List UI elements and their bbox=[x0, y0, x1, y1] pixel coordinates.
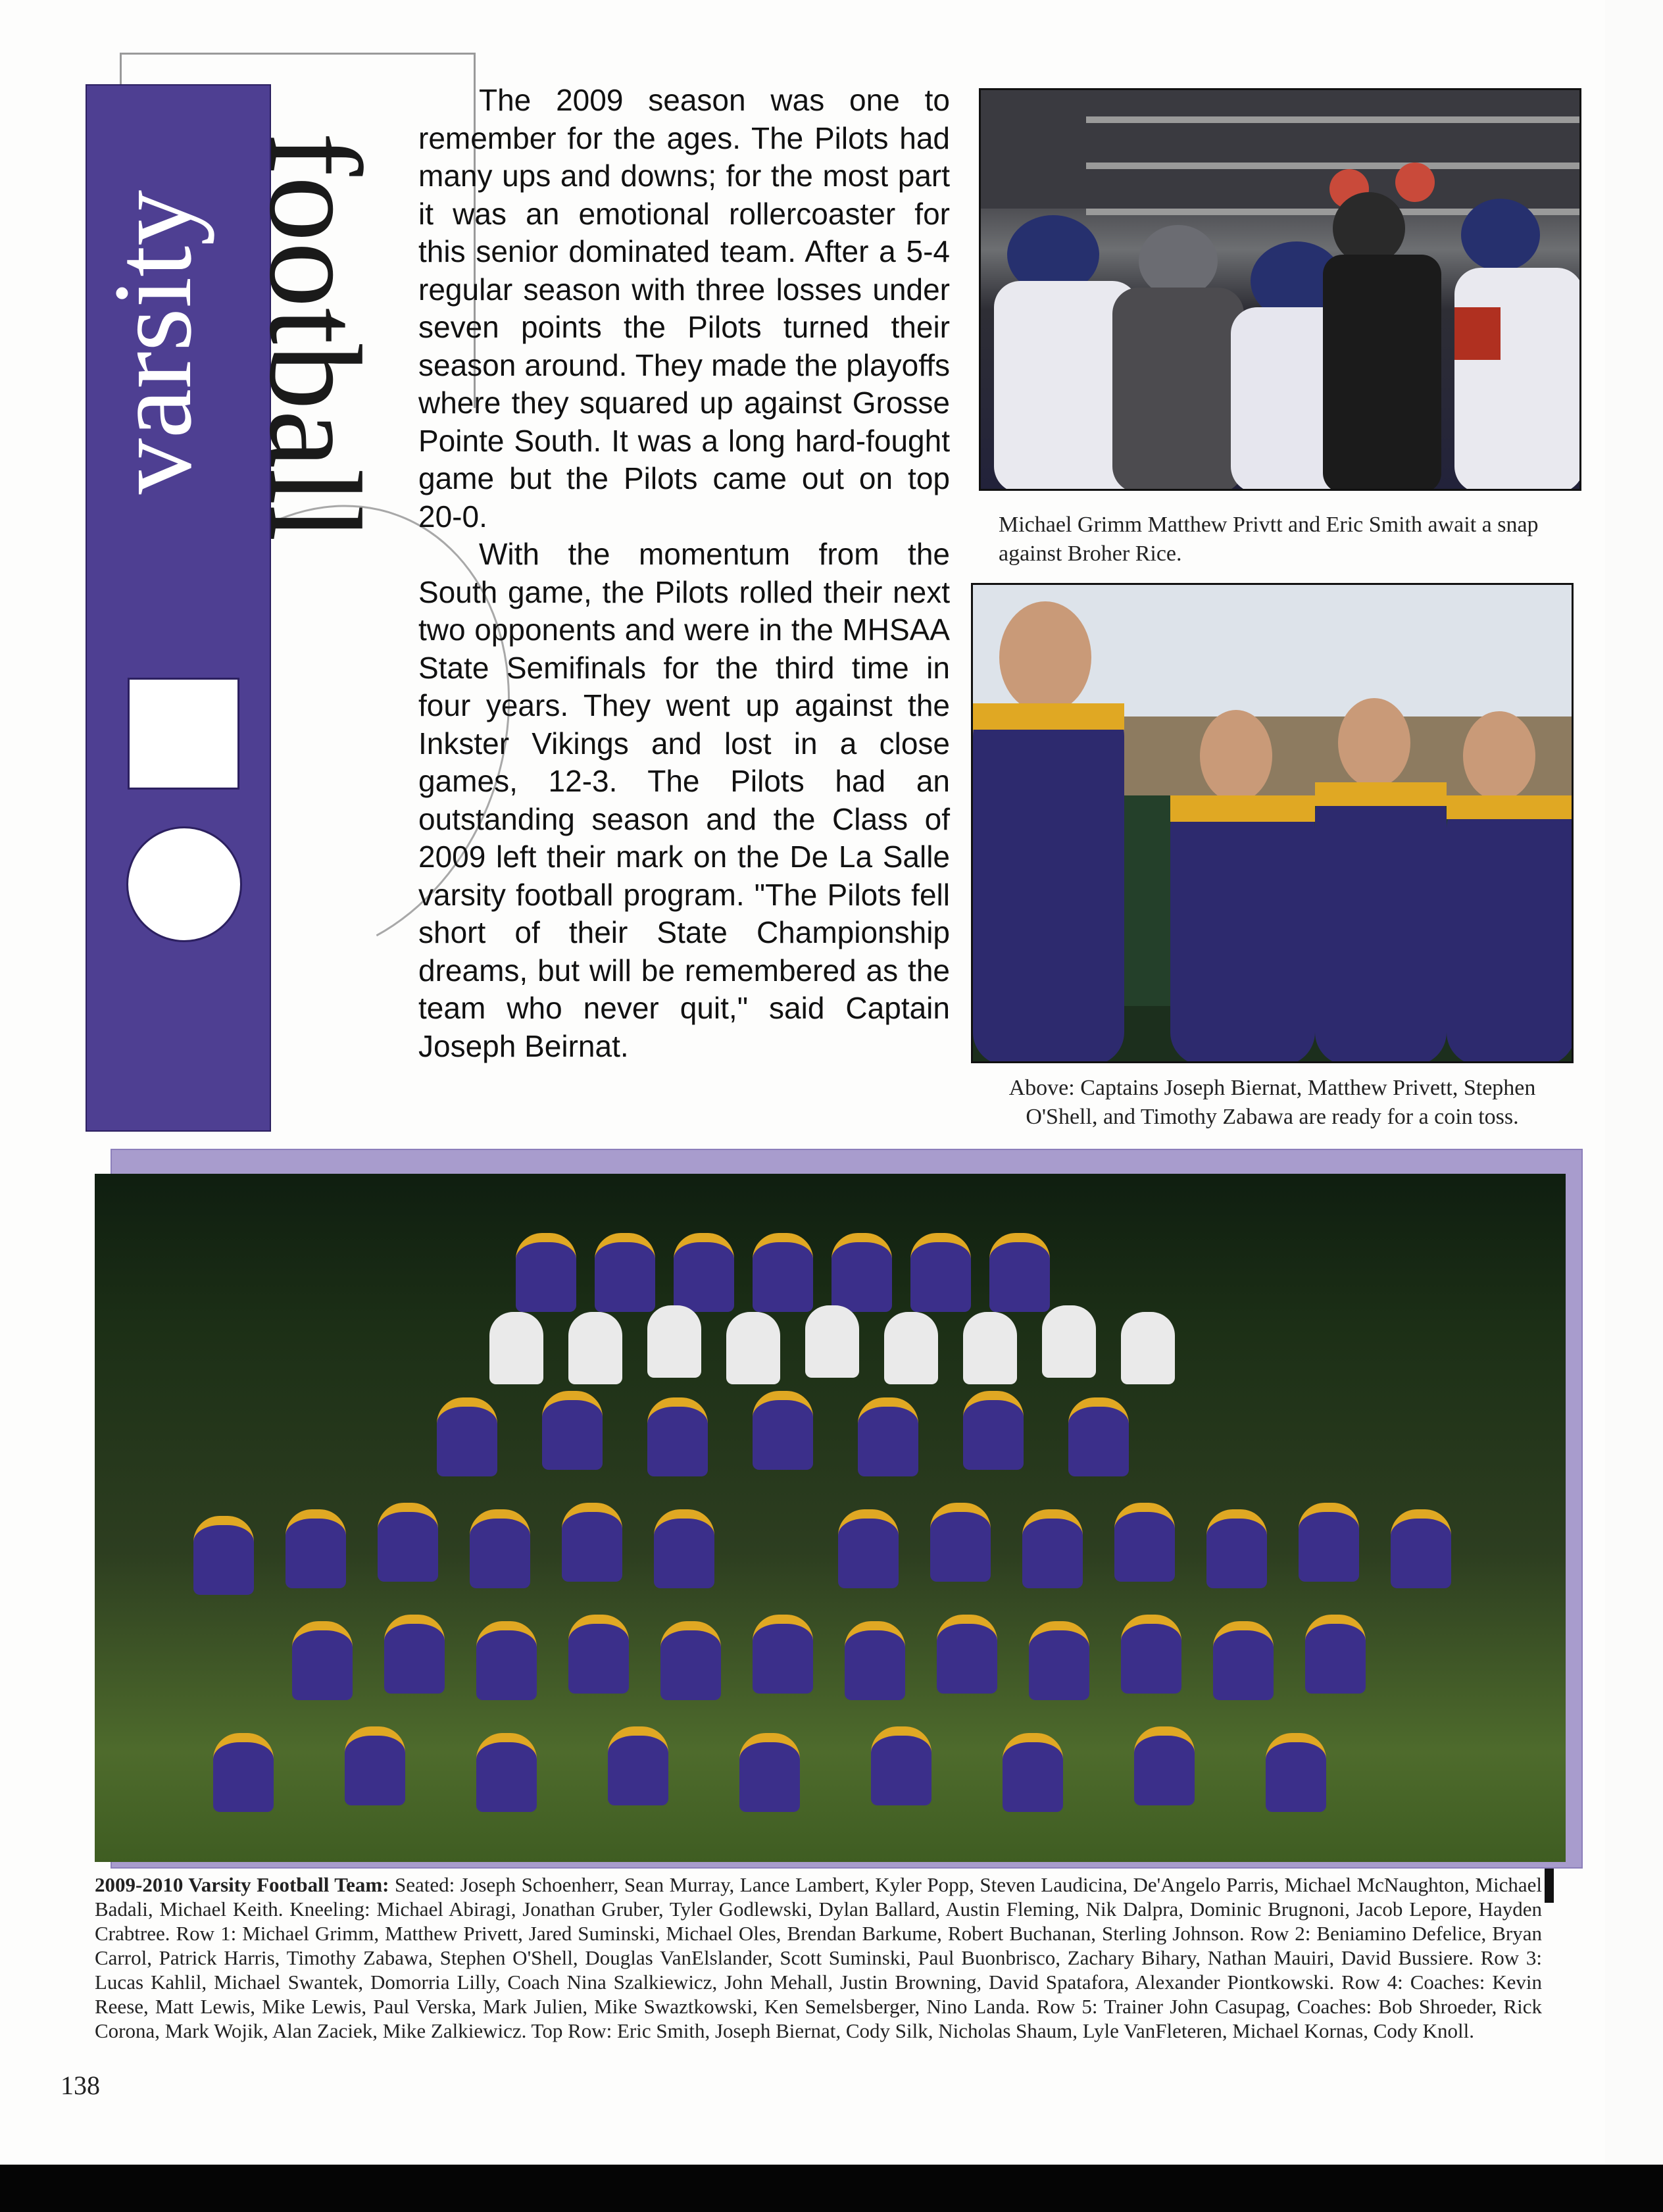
coach-figure bbox=[805, 1305, 859, 1378]
player-figure bbox=[345, 1726, 405, 1805]
captains-photo bbox=[971, 583, 1574, 1063]
player-figure bbox=[1299, 1503, 1359, 1582]
player-figure bbox=[608, 1726, 668, 1805]
player-figure bbox=[1121, 1615, 1181, 1694]
player-figure bbox=[1305, 1615, 1366, 1694]
team-photo-caption bbox=[95, 1873, 1542, 2043]
player-figure bbox=[1134, 1726, 1195, 1805]
player-figure bbox=[470, 1509, 530, 1588]
photo-2-caption: Above: Captains Joseph Biernat, Matthew Privett, Stephen O'Shell, and Timothy Zabawa are ready for a coin toss. bbox=[1008, 1076, 1536, 1129]
coach-figure bbox=[963, 1312, 1017, 1384]
scan-edge bbox=[1605, 0, 1663, 2165]
circle-ornament bbox=[126, 826, 242, 942]
player-figure bbox=[1114, 1503, 1175, 1582]
decor-line-top bbox=[120, 53, 475, 55]
coach-figure bbox=[1042, 1305, 1096, 1378]
player-figure bbox=[838, 1509, 899, 1588]
caption-marker bbox=[1545, 1869, 1554, 1903]
player-figure bbox=[1029, 1621, 1089, 1700]
player-figure bbox=[1206, 1509, 1267, 1588]
page-number: 138 bbox=[61, 2071, 100, 2100]
player-figure bbox=[516, 1233, 576, 1312]
story-text bbox=[418, 82, 950, 1065]
coach-figure bbox=[647, 1305, 701, 1378]
team-caption-lead: 2009-2010 Varsity Football Team: bbox=[95, 1873, 389, 1896]
photo-1-caption: Michael Grimm Matthew Privtt and Eric Smith await a snap against Broher Rice. bbox=[999, 513, 1539, 566]
player-figure bbox=[1213, 1621, 1274, 1700]
coach-figure bbox=[726, 1312, 780, 1384]
player-figure bbox=[595, 1233, 655, 1312]
player-figure bbox=[378, 1503, 438, 1582]
game-action-illustration bbox=[981, 90, 1581, 491]
player-figure bbox=[832, 1233, 892, 1312]
player-figure bbox=[871, 1726, 931, 1805]
player-figure bbox=[213, 1733, 274, 1812]
title-word-varsity: varsity bbox=[91, 189, 214, 495]
player-figure bbox=[384, 1615, 445, 1694]
player-figure bbox=[963, 1391, 1024, 1470]
story-paragraph: With the momentum from the South game, the Pilots rolled their next two opponents and were in the MHSAA State Semifinals for the third time in four years. They went up against the Inkster Vikings and lost in a close games, 12-3. The Pilots had an outstanding season and the Class of 2009 left their mark on the De La Salle varsity football program. "The Pilots fell short of their State Championship dreams, but will be remembered as the team who never quit," said Captain Joseph Beirnat. bbox=[418, 537, 950, 1063]
player-figure bbox=[845, 1621, 905, 1700]
coach-figure bbox=[568, 1312, 622, 1384]
player-figure bbox=[1003, 1733, 1063, 1812]
player-figure bbox=[753, 1391, 813, 1470]
player-figure bbox=[753, 1233, 813, 1312]
player-figure bbox=[647, 1397, 708, 1476]
game-action-photo bbox=[979, 88, 1581, 491]
player-figure bbox=[285, 1509, 346, 1588]
player-figure bbox=[437, 1397, 497, 1476]
player-figure bbox=[476, 1733, 537, 1812]
decor-line-left bbox=[120, 53, 122, 84]
coach-figure bbox=[884, 1312, 938, 1384]
coach-figure bbox=[1121, 1312, 1175, 1384]
player-figure bbox=[660, 1621, 721, 1700]
player-figure bbox=[193, 1516, 254, 1595]
story-paragraph: The 2009 season was one to remember for the ages. The Pilots had many ups and downs; for the most part it was an emotional rollercoaster for this senior dominated team. After a 5-4 regular season with three losses under seven points the Pilots turned their season around. They made the playoffs where they squared up against Grosse Pointe South. It was a long hard-fought game but the Pilots came out on top 20-0. bbox=[418, 83, 950, 534]
player-figure bbox=[568, 1615, 629, 1694]
title-word-football: football bbox=[242, 132, 387, 542]
player-figure bbox=[937, 1615, 997, 1694]
coach-figure bbox=[489, 1312, 543, 1384]
player-figure bbox=[654, 1509, 714, 1588]
scan-bottom-band bbox=[0, 2165, 1663, 2212]
player-figure bbox=[989, 1233, 1050, 1312]
player-figure bbox=[858, 1397, 918, 1476]
player-figure bbox=[1068, 1397, 1129, 1476]
player-figure bbox=[1266, 1733, 1326, 1812]
player-figure bbox=[292, 1621, 353, 1700]
player-figure bbox=[1391, 1509, 1451, 1588]
team-caption-body: Seated: Joseph Schoenherr, Sean Murray, Lance Lambert, Kyler Popp, Steven Laudicina, De'Angelo Parris, Michael McNaughton, Michael Badali, Michael Keith. Kneeling: Michael Abiragi, Jonathan Gruber, Tyler Godlewski, Dylan Ballard, Austin Fleming, Nik Dalpra, Dominic Brugnoni, Jacob Lepore, Hayden Crabtree. Row 1: Michael Grimm, Matthew Privett, Jared Suminski, Michael Oles, Brendan Barkume, Robert Buchanan, Sterling Johnson. Row 2: Beniamino Defelice, Bryan Carrol, Patrick Harris, Timothy Zabawa, Stephen O'Shell, Douglas VanElslander, Scott Suminski, Paul Buonbrisco, Zachary Bihary, Nathan Mauiri, David Bussiere. Row 3: Lucas Kahlil, Michael Swantek, Domorria Lilly, Coach Nina Szalkiewicz, John Mehall, Justin Browning, David Spatafora, Alexander Piontkowski. Row 4: Coaches: Kevin Reese, Matt Lewis, Mike Lewis, Paul Verska, Mark Julien, Mike Swaztkowski, Ken Semelsberger, Nino Landa. Row 5: Trainer John Casupag, Coaches: Bob Shroeder, Rick Corona, Mark Wojik, Alan Zaciek, Mike Zalkiewicz. Top Row: Eric Smith, Joseph Biernat, Cody Silk, Nicholas Shaum, Lyle VanFleteren, Michael Kornas, Cody Knoll. bbox=[95, 1873, 1543, 2042]
player-figure bbox=[910, 1233, 971, 1312]
player-figure bbox=[562, 1503, 622, 1582]
team-photo bbox=[95, 1174, 1566, 1862]
player-figure bbox=[542, 1391, 603, 1470]
player-figure bbox=[930, 1503, 991, 1582]
player-figure bbox=[674, 1233, 734, 1312]
player-figure bbox=[739, 1733, 800, 1812]
player-figure bbox=[753, 1615, 813, 1694]
square-ornament bbox=[128, 678, 239, 790]
player-figure bbox=[476, 1621, 537, 1700]
player-figure bbox=[1022, 1509, 1083, 1588]
captains-illustration bbox=[973, 585, 1574, 1063]
